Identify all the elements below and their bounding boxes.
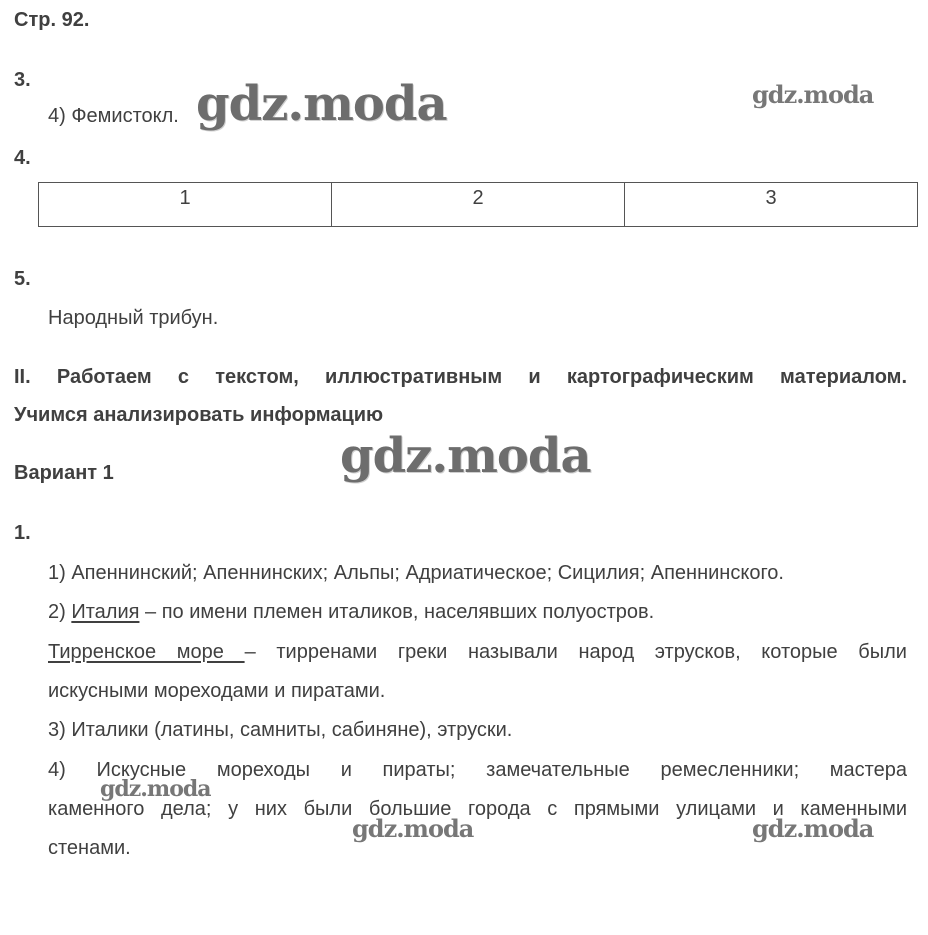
- task-1-item-4-line-2: каменного дела; у них были большие города с прямыми улицами и каменными: [48, 798, 907, 820]
- section-3-answer: 4) Фемистокл.: [48, 105, 179, 127]
- section-4-number: 4.: [14, 147, 31, 169]
- table-cell: 2: [332, 183, 625, 227]
- section-5-answer: Народный трибун.: [48, 307, 219, 329]
- table-row: [39, 183, 918, 227]
- part-2-heading-line-1: II. Работаем с текстом, иллюстративным и картографическим материалом.: [14, 366, 907, 388]
- variant-heading: Вариант 1: [14, 462, 114, 484]
- table-cell: 1: [39, 183, 332, 227]
- section-3-number: 3.: [14, 69, 31, 91]
- task-1-item-4-line-1: 4) Искусные мореходы и пираты; замечательные ремесленники; мастера: [48, 759, 907, 781]
- task-1-number: 1.: [14, 522, 31, 544]
- answer-table: [38, 182, 918, 227]
- watermark-logo: gdz.moda: [100, 776, 211, 802]
- term-italia: Италия: [71, 601, 140, 623]
- watermark-logo: gdz.moda: [352, 814, 474, 843]
- section-5-number: 5.: [14, 268, 31, 290]
- task-1-item-2: [48, 600, 654, 624]
- watermark-logo: gdz.moda: [752, 80, 874, 109]
- watermark-logo: gdz.moda: [340, 428, 591, 484]
- tyrrhen-line-2: искусными мореходами и пиратами.: [48, 680, 386, 702]
- term-tyrrhenian-sea: Тирренское море: [48, 641, 245, 663]
- item-2-prefix: 2): [48, 601, 72, 623]
- task-1-item-3: 3) Италики (латины, самниты, сабиняне), этруски.: [48, 719, 513, 741]
- tyrrhen-line-1: [48, 640, 907, 664]
- page-label: Стр. 92.: [14, 9, 90, 31]
- table-cell: 3: [625, 183, 918, 227]
- watermark-logo: gdz.moda: [196, 76, 447, 132]
- task-1-item-4-line-3: стенами.: [48, 837, 131, 859]
- item-2-definition: – по имени племен италиков, населявших полуостров.: [139, 601, 655, 623]
- task-1-item-1: 1) Апеннинский; Апеннинских; Альпы; Адриатическое; Сицилия; Апеннинского.: [48, 562, 784, 584]
- tyrrhen-definition: – тирренами греки называли народ этрусков, которые были: [244, 641, 907, 663]
- part-2-heading-line-2: Учимся анализировать информацию: [14, 404, 384, 426]
- watermark-logo: gdz.moda: [752, 814, 874, 843]
